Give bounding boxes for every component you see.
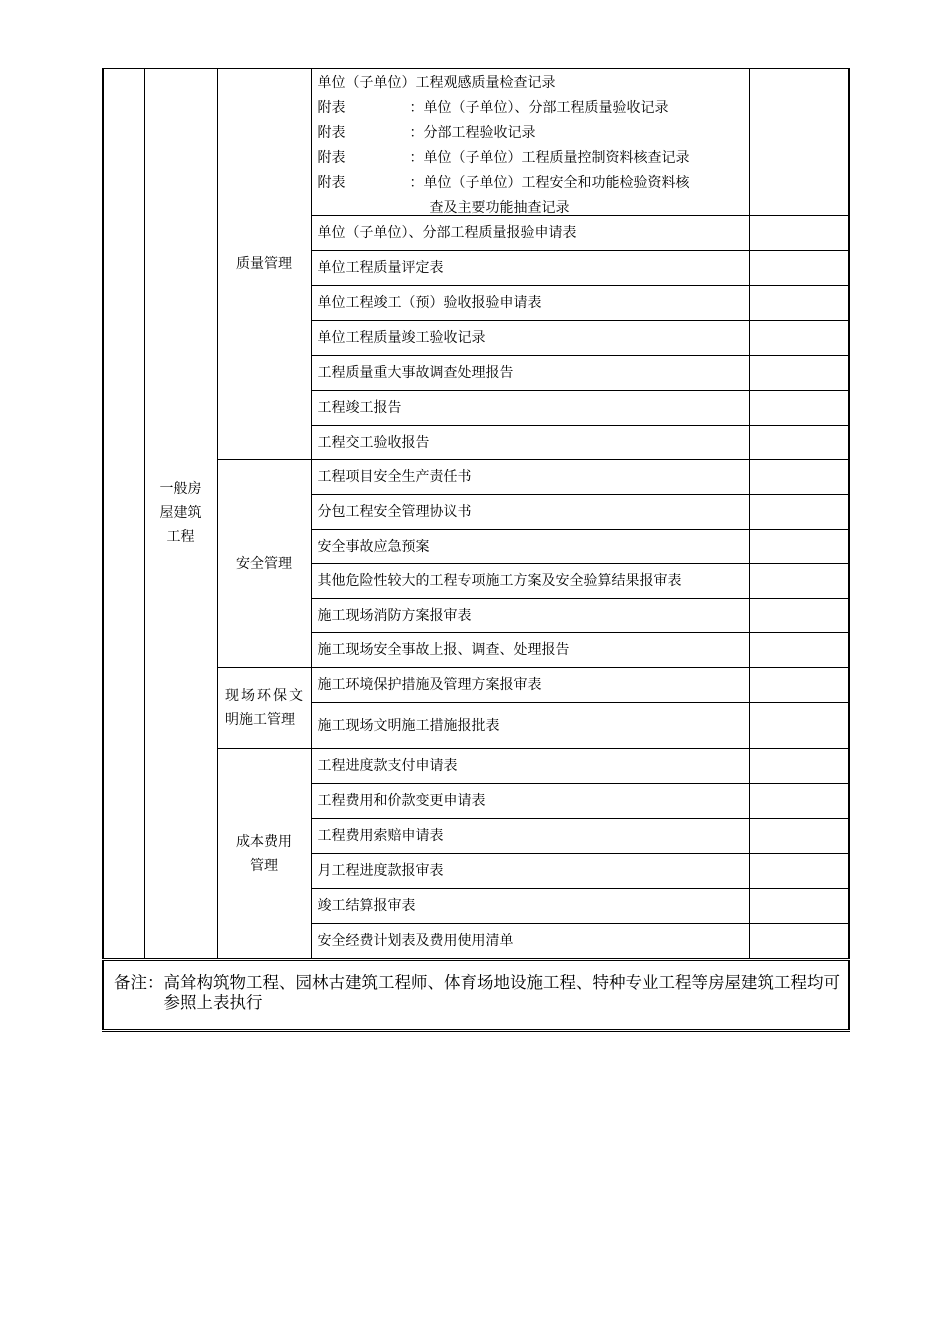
note-row <box>103 960 849 1031</box>
list-item: 安全经费计划表及费用使用清单 <box>311 924 749 960</box>
group-text: 成本费用管理 <box>236 833 292 874</box>
list-item: 竣工结算报审表 <box>311 889 749 924</box>
note-container <box>114 973 842 1013</box>
list-item: 工程竣工报告 <box>311 391 749 426</box>
empty-cell <box>749 924 849 960</box>
list-item: 其他危险性较大的工程专项施工方案及安全验算结果报审表 <box>311 564 749 599</box>
document-table <box>102 68 850 1032</box>
note-prefix: 备注： <box>114 973 164 992</box>
first-item-title: 单位（子单位）工程观感质量检查记录 <box>317 75 556 91</box>
empty-cell <box>749 889 849 924</box>
list-item: 分包工程安全管理协议书 <box>311 495 749 530</box>
list-item: 单位工程质量竣工验收记录 <box>311 321 749 356</box>
attachment-text: ：单位（子单位）、分部工程质量验收记录 <box>409 100 669 116</box>
list-item: 工程进度款支付申请表 <box>311 749 749 784</box>
attachment-line <box>318 146 745 171</box>
list-item: 月工程进度款报审表 <box>311 854 749 889</box>
note-text: 高耸构筑物工程、园林古建筑工程师、体育场地设施工程、特种专业工程等房屋建筑工程均可参照上表执行 <box>163 973 840 1012</box>
attachment-label: 附表 <box>317 175 346 191</box>
empty-cell <box>749 530 849 564</box>
group-label-quality <box>217 69 311 460</box>
empty-cell <box>749 633 849 668</box>
empty-cell <box>749 495 849 530</box>
empty-cell <box>749 784 849 819</box>
list-item: 安全事故应急预案 <box>311 530 749 564</box>
attachment-line <box>318 171 745 196</box>
table-body <box>103 69 849 1031</box>
list-item: 施工现场文明施工措施报批表 <box>311 703 749 749</box>
first-item-cell <box>311 69 749 216</box>
group-label-2 <box>217 668 311 749</box>
list-item: 单位（子单位）、分部工程质量报验申请表 <box>311 216 749 251</box>
list-item: 工程质量重大事故调查处理报告 <box>311 356 749 391</box>
empty-cell <box>749 251 849 286</box>
attachment-label: 附表 <box>317 125 346 141</box>
empty-cell <box>749 819 849 854</box>
empty-cell <box>749 69 849 216</box>
attachment-line <box>318 96 745 121</box>
list-item: 施工环境保护措施及管理方案报审表 <box>311 668 749 703</box>
empty-cell <box>749 391 849 426</box>
note-cell <box>103 960 849 1031</box>
list-item: 工程费用索赔申请表 <box>311 819 749 854</box>
empty-cell <box>749 564 849 599</box>
empty-cell <box>749 599 849 633</box>
empty-cell <box>749 668 849 703</box>
empty-cell <box>749 460 849 495</box>
attachment-text: ：单位（子单位）工程质量控制资料核查记录 <box>409 150 690 166</box>
list-item: 工程交工验收报告 <box>311 426 749 460</box>
group-text: 安全管理 <box>236 555 292 572</box>
empty-cell <box>749 286 849 321</box>
attachment-label: 附表 <box>317 150 346 166</box>
blank-column-cell <box>103 69 144 960</box>
attachment-line <box>318 121 745 146</box>
list-item: 单位工程质量评定表 <box>311 251 749 286</box>
category-label <box>144 69 217 960</box>
empty-cell <box>749 321 849 356</box>
list-item: 施工现场消防方案报审表 <box>311 599 749 633</box>
list-item: 工程费用和价款变更申请表 <box>311 784 749 819</box>
empty-cell <box>749 854 849 889</box>
empty-cell <box>749 426 849 460</box>
list-item: 工程项目安全生产责任书 <box>311 460 749 495</box>
group-label-1 <box>217 460 311 668</box>
attachment-text: ：单位（子单位）工程安全和功能检验资料核 <box>409 175 690 191</box>
list-item: 单位工程竣工（预）验收报验申请表 <box>311 286 749 321</box>
group-text: 质量管理 <box>236 256 292 272</box>
empty-cell <box>749 749 849 784</box>
table-row <box>103 69 849 216</box>
list-item: 施工现场安全事故上报、调查、处理报告 <box>311 633 749 668</box>
empty-cell <box>749 356 849 391</box>
category-text: 一般房屋建筑工程 <box>159 481 202 545</box>
group-text: 现场环保文明施工管理 <box>225 688 303 728</box>
attachment-text: ：分部工程验收记录 <box>409 125 536 141</box>
attachment-label: 附表 <box>317 100 346 116</box>
attachment-continuation: 查及主要功能抽查记录 <box>429 200 570 216</box>
empty-cell <box>749 216 849 251</box>
group-label-3 <box>217 749 311 960</box>
empty-cell <box>749 703 849 749</box>
